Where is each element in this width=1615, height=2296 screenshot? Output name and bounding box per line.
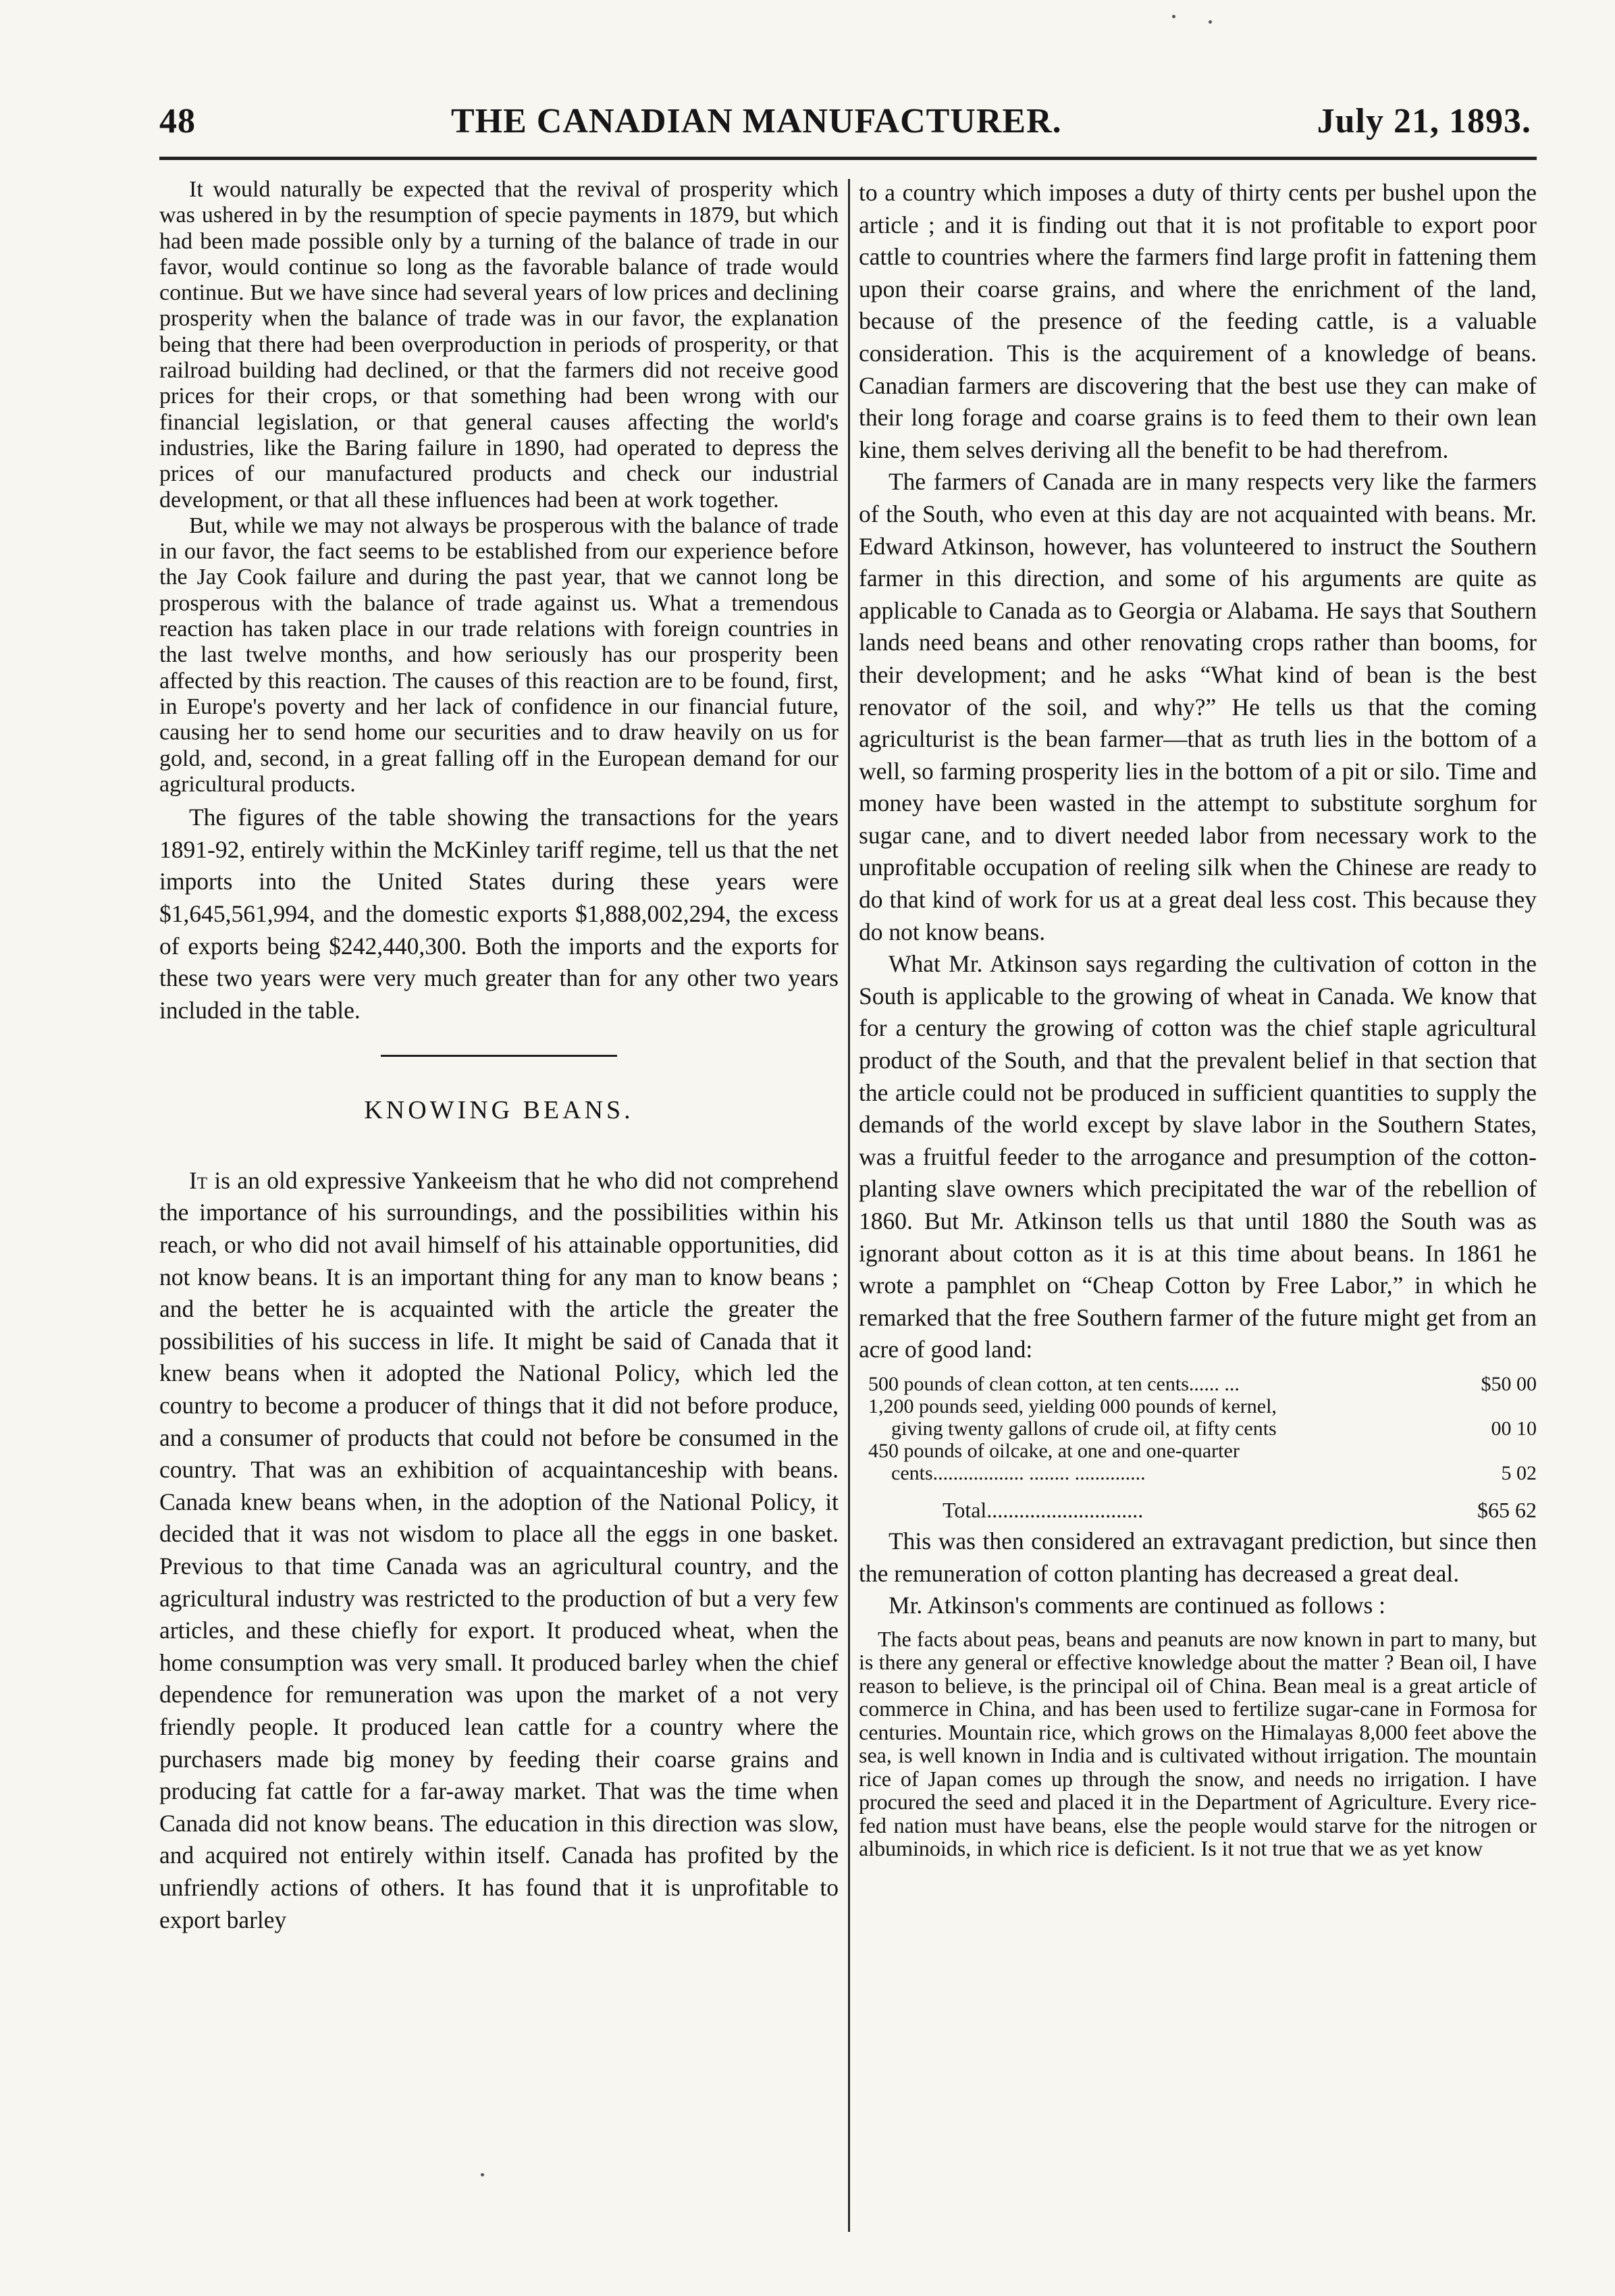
article-paragraph (159, 1165, 839, 1936)
yield-desc: cents.................. ........ .............. (891, 1461, 1146, 1484)
article-paragraph: Mr. Atkinson's comments are continued as follows : (889, 1592, 1386, 1619)
yield-row (868, 1373, 1537, 1395)
page-header (159, 101, 1531, 149)
yield-value (1456, 1440, 1537, 1462)
yield-desc: 1,200 pounds seed, yielding 000 pounds of kernel, (868, 1394, 1277, 1417)
yield-value: 00 10 (1491, 1417, 1537, 1440)
yield-row (868, 1417, 1537, 1440)
yield-row (868, 1395, 1537, 1417)
yield-value: $50 00 (1481, 1372, 1537, 1395)
article-paragraph-text: is an old expressive Yankeeism that he who did not comprehend the importance of his surroundings, and the possibilities within his reach, or who did not avail himself of his attainable opportunities, did not know beans. It is an important thing for any man to know beans ; and the better he is acquainted with the article the greater the possibilities of his success in life. It might be said of Canada that it knew beans when it adopted the National Policy, which led the country to become a producer of things that it did not before produce, and a consumer of products that could not before be consumed in the country. That was an exhibition of acquaintanceship with beans. Canada knew beans when, in the adoption of the National Policy, it decided that it was not wisdom to place all the eggs in one basket. Previous to that time Canada was an agricultural country, and the agricultural industry was restricted to the production of but a very few articles, and these chiefly for export. It produced wheat, when the home consumption was very small. It produced barley when the chief dependence for remuneration was upon the market of a not very friendly people. It produced lean cattle for a country where the purchasers made big money by feeding their coarse grains and producing fat cattle for a far-away market. That was the time when Canada did not know beans. The education in this direction was slow, and acquired not entirely within itself. Canada has profited by the unfriendly actions of others. It has found that it is unprofitable to export barley (159, 1166, 839, 1933)
print-speck (1172, 15, 1175, 18)
quote-paragraph: The facts about peas, beans and peanuts are now known in part to many, but is there any general or effective knowledge about the matter ? Bean oil, I have reason to believe, is the principal oil of China. Bean meal is a great article of commerce in China, and has been used to fertilize sugar-cane in Formosa for centuries. Mountain rice, which grows on the Himalayas 8,000 feet above the sea, is well known in India and is cultivated without irrigation. The mountain rice of Japan comes up through the snow, and needs no irrigation. I have procured the seed and placed it in the Department of Agriculture. Every rice-fed nation must have beans, else the people would starve for the nitrogen or albuminoids, in which rice is deficient. Is it not true that we as yet know (859, 1626, 1537, 1861)
article-paragraph: What Mr. Atkinson says regarding the cultivation of cotton in the South is applicable to the growing of wheat in Canada. We know that for a century the growing of cotton was the chief staple agricultural product of the South, and that the prevalent belief in that section that the article could not be produced in sufficient quantities to supply the demands of the world except by slave labor in the Southern States, was a fruitful feeder to the arrogance and presumption of the cotton-planting slave owners which precipitated the war of the rebellion of 1860. But Mr. Atkinson tells us that until 1880 the South was as ignorant about cotton as it is at this time about beans. In 1861 he wrote a pamphlet on “Cheap Cotton by Free Labor,” in which he remarked that the free Southern farmer of the future might get from an acre of good land: (859, 950, 1537, 1363)
article-paragraph: It would naturally be expected that the revival of prosperity which was ushered in by the resumption of specie payments in 1879, but which had been made possible only by a turning of the balance of trade in our favor, would continue so long as the favorable balance of trade would continue. But we have since had several years of low prices and declining prosperity when the balance of trade was in our favor, the explanation being that there had been overproduction in periods of prosperity, or that railroad building had declined, or that the farmers did not receive good prices for their crops, or that something had been wrong with our financial legislation, or that general causes affecting the world's industries, like the Baring failure in 1890, had operated to depress the prices of our manufactured products and check our industrial development, or that all these influences had been at work together. (159, 177, 839, 513)
yield-total-row (868, 1499, 1537, 1521)
publication-title: THE CANADIAN MANUFACTURER. (450, 102, 1062, 140)
yield-total-label: Total............................. (943, 1497, 1144, 1522)
lead-word: It (189, 1166, 208, 1194)
article-paragraph: The figures of the table showing the transactions for the years 1891-92, entirely within the McKinley tariff regime, tell us that the net imports into the United States during these years were $1,645,561,994, and the domestic exports $1,888,002,294, the excess of exports being $242,440,300. Both the imports and the exports for these two years were very much greater than for any other two years included in the table. (159, 804, 839, 1024)
issue-date: July 21, 1893. (1317, 102, 1531, 140)
page-number: 48 (159, 102, 196, 140)
block-quote (859, 1627, 1537, 1860)
yield-desc: 450 pounds of oilcake, at one and one-quarter (868, 1439, 1240, 1462)
right-column (859, 177, 1537, 1860)
column-rule (848, 179, 850, 2232)
yield-table (868, 1373, 1537, 1521)
article-paragraph: This was then considered an extravagant prediction, but since then the remuneration of cotton planting has decreased a great deal. (859, 1527, 1537, 1587)
print-speck (1209, 20, 1212, 24)
section-divider (381, 1055, 617, 1057)
yield-desc: giving twenty gallons of crude oil, at fifty cents (891, 1417, 1277, 1440)
yield-desc: 500 pounds of clean cotton, at ten cents...... ... (868, 1372, 1240, 1395)
article-paragraph: The farmers of Canada are in many respects very like the farmers of the South, who even at this day are not acquainted with beans. Mr. Edward Atkinson, however, has volunteered to instruct the Southern farmer in this direction, and some of his arguments are quite as applicable to Canada as to Georgia or Alabama. He says that Southern lands need beans and other renovating crops rather than booms, for their development; and he asks “What kind of bean is the best renovator of the soil, and why?” He tells us that the coming agriculturist is the bean farmer—that as truth lies in the bottom of a well, so farming prosperity lies in the bottom of a pit or silo. Time and money have been wasted in the attempt to substitute sorghum for sugar cane, and to divert needed labor from necessary work to the unprofitable occupation of reeling silk when the Chinese are ready to do that kind of work for us at a great deal less cost. This because they do not know beans. (859, 468, 1537, 945)
section-heading: KNOWING BEANS. (364, 1096, 634, 1125)
article-paragraph: to a country which imposes a duty of thirty cents per bushel upon the article ; and it is finding out that it is not profitable to export poor cattle to countries where the farmers find large profit in fattening them upon their coarse grains, and where the enrichment of the land, because of the presence of the feeding cattle, is a valuable consideration. This is the acquirement of a knowledge of beans. Canadian farmers are discovering that the best use they can make of their long forage and coarse grains is to feed them to their own lean kine, them selves deriving all the benefit to be had therefrom. (859, 179, 1537, 463)
yield-value: 5 02 (1501, 1461, 1537, 1484)
yield-row (868, 1440, 1537, 1462)
yield-row (868, 1462, 1537, 1484)
print-speck (481, 2173, 484, 2176)
header-rule (159, 157, 1537, 160)
yield-total-value: $65 62 (1477, 1497, 1537, 1522)
yield-value (1456, 1395, 1537, 1417)
left-column (159, 177, 839, 1936)
article-paragraph: But, while we may not always be prosperous with the balance of trade in our favor, the fact seems to be established from our experience before the Jay Cook failure and during the past year, that we cannot long be prosperous with the balance of trade against us. What a tremendous reaction has taken place in our trade relations with foreign countries in the last twelve months, and how seriously has our prosperity been affected by this reaction. The causes of this reaction are to be found, first, in Europe's poverty and her lack of confidence in our financial future, causing her to send home our securities and to draw heavily on us for gold, and, second, in a great falling off in the European demand for our agricultural products. (159, 513, 839, 797)
